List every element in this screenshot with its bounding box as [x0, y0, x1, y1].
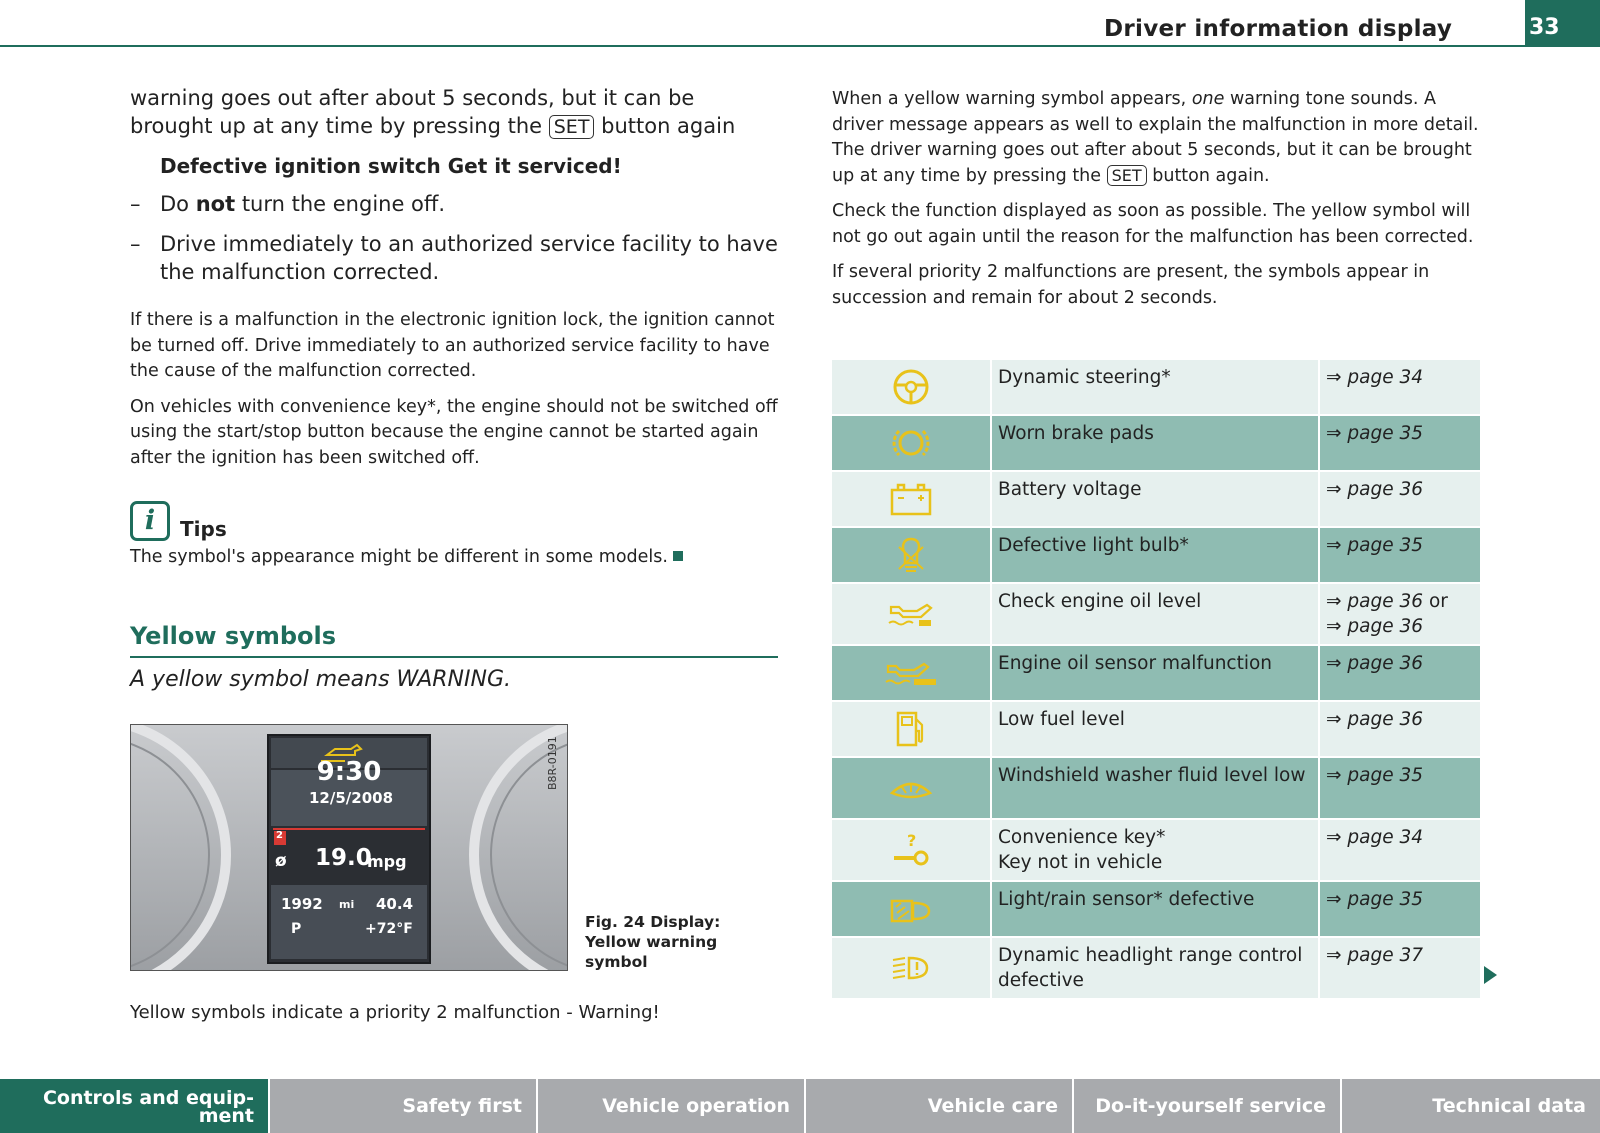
tips-label: Tips — [180, 517, 227, 541]
average-symbol: ø — [275, 851, 287, 871]
instruction-item: – Drive immediately to an authorized service facility to have the malfunction corrected. — [130, 232, 778, 284]
figure-caption: Fig. 24 Display: Yellow warning symbol — [585, 913, 721, 971]
page-reference[interactable]: ⇒ page 34 — [1326, 827, 1424, 848]
symbol-description: Convenience key* Key not in vehicle — [992, 820, 1320, 880]
odometer-unit: mi — [339, 898, 355, 911]
section-subtitle: A yellow symbol means WARNING. — [130, 667, 511, 692]
fuel-pump-icon — [893, 709, 929, 749]
table-row — [832, 472, 1480, 528]
running-header: Driver information display — [1104, 16, 1453, 42]
outside-temp: +72°F — [365, 921, 413, 937]
table-row — [832, 360, 1480, 416]
body-paragraph: On vehicles with convenience key*, the engine should not be switched off using the start/stop button because the engine cannot be started again after the ignition has been switched off. — [130, 396, 778, 468]
symbol-description: Dynamic headlight range control defective — [992, 938, 1320, 998]
convenience-key-icon — [891, 830, 931, 870]
page-reference[interactable]: ⇒ page 36 — [1326, 709, 1424, 730]
tab-controls-and-equipment[interactable]: Controls and equip- ment — [0, 1079, 268, 1133]
oil-can-sensor-icon — [884, 658, 938, 688]
warning-heading: Defective ignition switch Get it serviced! — [160, 154, 622, 178]
symbol-description: Worn brake pads — [992, 416, 1320, 470]
info-icon: i — [130, 501, 170, 541]
right-column — [832, 87, 1482, 321]
body-paragraph: When a yellow warning symbol appears, one warning tone sounds. A driver message appears as well to explain the malfunction in more detail. The driver warning goes out after about 5 seconds, but it can be brought up at any time by pressing the SET button again. — [832, 89, 1479, 186]
set-key: SET — [1107, 165, 1147, 186]
page-reference[interactable]: ⇒ page 35 — [1326, 765, 1424, 786]
tab-technical-data[interactable]: Technical data — [1342, 1079, 1600, 1133]
table-row — [832, 416, 1480, 472]
end-mark-icon — [673, 551, 683, 561]
tab-vehicle-operation[interactable]: Vehicle operation — [538, 1079, 804, 1133]
trip-value: 40.4 — [376, 895, 414, 913]
table-row — [832, 646, 1480, 702]
page-reference[interactable]: ⇒ page 35 — [1326, 423, 1424, 444]
page-reference[interactable]: ⇒ page 35 — [1326, 889, 1424, 910]
cluster-time: 9:30 — [316, 757, 382, 787]
symbol-description: Defective light bulb* — [992, 528, 1320, 582]
section-title: Yellow symbols — [130, 622, 337, 650]
tab-do-it-yourself-service[interactable]: Do-it-yourself service — [1074, 1079, 1340, 1133]
table-row — [832, 820, 1480, 882]
page-number: 33 — [1525, 0, 1600, 47]
table-row — [832, 758, 1480, 820]
left-column — [130, 84, 780, 571]
svg-text:?: ? — [907, 831, 917, 850]
table-row — [832, 938, 1480, 1000]
symbol-description: Check engine oil level — [992, 584, 1320, 644]
body-paragraph: If several priority 2 malfunctions are present, the symbols appear in succession and remain for about 2 seconds. — [832, 262, 1430, 308]
priority-badge: 2 — [276, 830, 283, 841]
page-reference[interactable]: ⇒ page 36 — [1326, 479, 1424, 500]
chapter-tabs — [0, 1079, 1600, 1133]
tips-text: The symbol's appearance might be different in some models. — [130, 545, 780, 571]
symbol-description: Dynamic steering* — [992, 360, 1320, 414]
mpg-value: 19.0 — [315, 845, 372, 871]
body-paragraph: Check the function displayed as soon as possible. The yellow symbol will not go out again until the reason for the malfunction has been corrected. — [832, 201, 1474, 247]
figure-code: B8R-0191 — [546, 736, 559, 790]
page-reference[interactable]: ⇒ page 36 or ⇒ page 36 — [1326, 591, 1448, 637]
table-row — [832, 702, 1480, 758]
table-row — [832, 882, 1480, 938]
page-reference[interactable]: ⇒ page 36 — [1326, 653, 1424, 674]
body-paragraph: If there is a malfunction in the electronic ignition lock, the ignition cannot be turned off. Drive immediately to an authorized service facility to have the cause of the malfunction corrected. — [130, 310, 775, 381]
table-row — [832, 528, 1480, 584]
tab-safety-first[interactable]: Safety first — [270, 1079, 536, 1133]
table-row — [832, 584, 1480, 646]
gear-indicator: P — [291, 921, 302, 937]
instruction-item: – Do not turn the engine off. — [130, 192, 446, 216]
section-rule — [130, 656, 778, 658]
set-key: SET — [549, 115, 595, 139]
symbol-description: Low fuel level — [992, 702, 1320, 756]
symbol-description: Battery voltage — [992, 472, 1320, 526]
symbol-description: Light/rain sensor* defective — [992, 882, 1320, 936]
page-reference[interactable]: ⇒ page 37 — [1326, 945, 1424, 966]
light-rain-sensor-icon — [889, 893, 933, 925]
light-bulb-icon — [893, 535, 929, 575]
battery-icon — [889, 481, 933, 517]
washer-fluid-icon — [888, 773, 934, 803]
symbol-description: Engine oil sensor malfunction — [992, 646, 1320, 700]
brake-pads-icon — [891, 423, 931, 463]
yellow-symbol-table — [832, 360, 1480, 1000]
bottom-note: Yellow symbols indicate a priority 2 malfunction - Warning! — [130, 1002, 660, 1023]
mpg-unit: mpg — [367, 852, 407, 871]
headlight-range-icon — [889, 950, 933, 986]
continue-arrow-icon[interactable] — [1484, 966, 1497, 984]
tab-vehicle-care[interactable]: Vehicle care — [806, 1079, 1072, 1133]
cluster-date: 12/5/2008 — [309, 789, 394, 807]
page-reference[interactable]: ⇒ page 35 — [1326, 535, 1424, 556]
header-rule — [0, 45, 1600, 47]
steering-wheel-icon — [891, 367, 931, 407]
oil-can-min-icon — [887, 599, 935, 629]
tips-box — [130, 501, 780, 541]
symbol-description: Windshield washer fluid level low — [992, 758, 1320, 818]
page-reference[interactable]: ⇒ page 34 — [1326, 367, 1424, 388]
intro-paragraph: warning goes out after about 5 seconds, but it can be brought up at any time by pressing the SET button again — [130, 86, 736, 138]
instrument-cluster-figure — [130, 724, 568, 971]
odometer-value: 1992 — [281, 895, 323, 913]
